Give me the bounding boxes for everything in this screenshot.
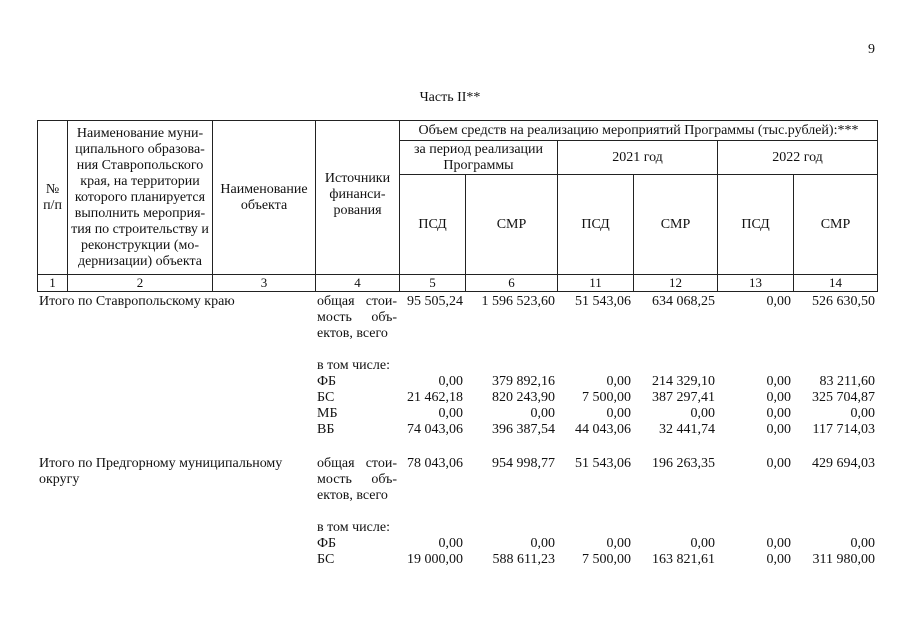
period-total-header: за период реализации Программы: [400, 141, 558, 175]
value-cell: 7 500,00: [582, 390, 631, 405]
table-row: [37, 552, 877, 568]
source-label: МБ: [317, 406, 338, 421]
col-number: 13: [718, 275, 794, 292]
col-number: 11: [558, 275, 634, 292]
source-label: БС: [317, 552, 335, 567]
value-cell: 32 441,74: [659, 422, 715, 437]
header-table: [37, 120, 878, 292]
value-cell: 311 980,00: [812, 552, 875, 567]
including-label: в том числе:: [317, 358, 390, 373]
value-cell: 396 387,54: [492, 422, 555, 437]
table-row: [37, 520, 877, 536]
value-cell: 0,00: [766, 536, 791, 551]
table-row: [37, 374, 877, 390]
value-cell: 0,00: [606, 536, 631, 551]
value-cell: 19 000,00: [407, 552, 463, 567]
part-title: Часть II**: [419, 90, 481, 105]
smr-header: СМР: [466, 175, 558, 275]
table-row: [37, 390, 877, 406]
value-cell: 78 043,06: [407, 456, 463, 471]
col-sources-header: Источники финанси-рования: [316, 121, 400, 275]
value-cell: 0,00: [690, 536, 715, 551]
value-cell: 0,00: [766, 456, 791, 471]
psd-header: ПСД: [558, 175, 634, 275]
total-label: общая стои-мость объ-ектов, всего: [317, 294, 397, 341]
value-cell: 44 043,06: [575, 422, 631, 437]
value-cell: 196 263,35: [652, 456, 715, 471]
value-cell: 51 543,06: [575, 294, 631, 309]
value-cell: 117 714,03: [812, 422, 875, 437]
funding-group-header: Объем средств на реализацию мероприятий Программы (тыс.рублей):***: [400, 121, 878, 141]
psd-header: ПСД: [400, 175, 466, 275]
col-number: 2: [68, 275, 213, 292]
smr-header: СМР: [794, 175, 878, 275]
year-2022-header: 2022 год: [718, 141, 878, 175]
psd-header: ПСД: [718, 175, 794, 275]
value-cell: 163 821,61: [652, 552, 715, 567]
col-number: 5: [400, 275, 466, 292]
value-cell: 0,00: [766, 390, 791, 405]
source-label: ВБ: [317, 422, 335, 437]
value-cell: 379 892,16: [492, 374, 555, 389]
col-number: 4: [316, 275, 400, 292]
smr-header: СМР: [634, 175, 718, 275]
col-municipality-header: Наименование муни-ципального образова-ния Ставропольского края, на территории которого планируется выполнить мероприя-тия по строительству и реконструкции (мо-дернизации) объекта: [68, 121, 213, 275]
table-row: [37, 536, 877, 552]
col-number: 3: [213, 275, 316, 292]
value-cell: 83 211,60: [819, 374, 875, 389]
value-cell: 0,00: [438, 406, 463, 421]
value-cell: 0,00: [530, 536, 555, 551]
table-row: [37, 422, 877, 438]
value-cell: 387 297,41: [652, 390, 715, 405]
value-cell: 0,00: [438, 536, 463, 551]
value-cell: 0,00: [766, 552, 791, 567]
value-cell: 7 500,00: [582, 552, 631, 567]
value-cell: 429 694,03: [812, 456, 875, 471]
table-row: [37, 406, 877, 422]
col-num-header: № п/п: [38, 121, 68, 275]
value-cell: 74 043,06: [407, 422, 463, 437]
value-cell: 820 243,90: [492, 390, 555, 405]
value-cell: 1 596 523,60: [481, 294, 555, 309]
table-row: [37, 456, 877, 520]
value-cell: 95 505,24: [407, 294, 463, 309]
total-label: общая стои-мость объ-ектов, всего: [317, 456, 397, 503]
value-cell: 954 998,77: [492, 456, 555, 471]
year-2021-header: 2021 год: [558, 141, 718, 175]
value-cell: 0,00: [766, 406, 791, 421]
value-cell: 0,00: [766, 294, 791, 309]
col-number: 14: [794, 275, 878, 292]
source-label: БС: [317, 390, 335, 405]
value-cell: 588 611,23: [492, 552, 555, 567]
value-cell: 0,00: [606, 374, 631, 389]
value-cell: 0,00: [530, 406, 555, 421]
value-cell: 214 329,10: [652, 374, 715, 389]
page-number: 9: [868, 42, 875, 57]
source-label: ФБ: [317, 374, 337, 389]
including-label: в том числе:: [317, 520, 390, 535]
col-number: 6: [466, 275, 558, 292]
col-number: 1: [38, 275, 68, 292]
table-row: [37, 294, 877, 358]
value-cell: 0,00: [766, 422, 791, 437]
value-cell: 634 068,25: [652, 294, 715, 309]
value-cell: 325 704,87: [812, 390, 875, 405]
col-object-header: Наименование объекта: [213, 121, 316, 275]
value-cell: 0,00: [606, 406, 631, 421]
value-cell: 21 462,18: [407, 390, 463, 405]
value-cell: 526 630,50: [812, 294, 875, 309]
value-cell: 0,00: [438, 374, 463, 389]
section-title: Итого по Предгорному муниципальному округу: [39, 456, 283, 487]
value-cell: 0,00: [850, 406, 875, 421]
section-title: Итого по Ставропольскому краю: [39, 294, 235, 309]
table-row: [37, 358, 877, 374]
value-cell: 0,00: [690, 406, 715, 421]
value-cell: 51 543,06: [575, 456, 631, 471]
value-cell: 0,00: [766, 374, 791, 389]
data-table: [37, 294, 877, 568]
value-cell: 0,00: [850, 536, 875, 551]
source-label: ФБ: [317, 536, 337, 551]
col-number: 12: [634, 275, 718, 292]
